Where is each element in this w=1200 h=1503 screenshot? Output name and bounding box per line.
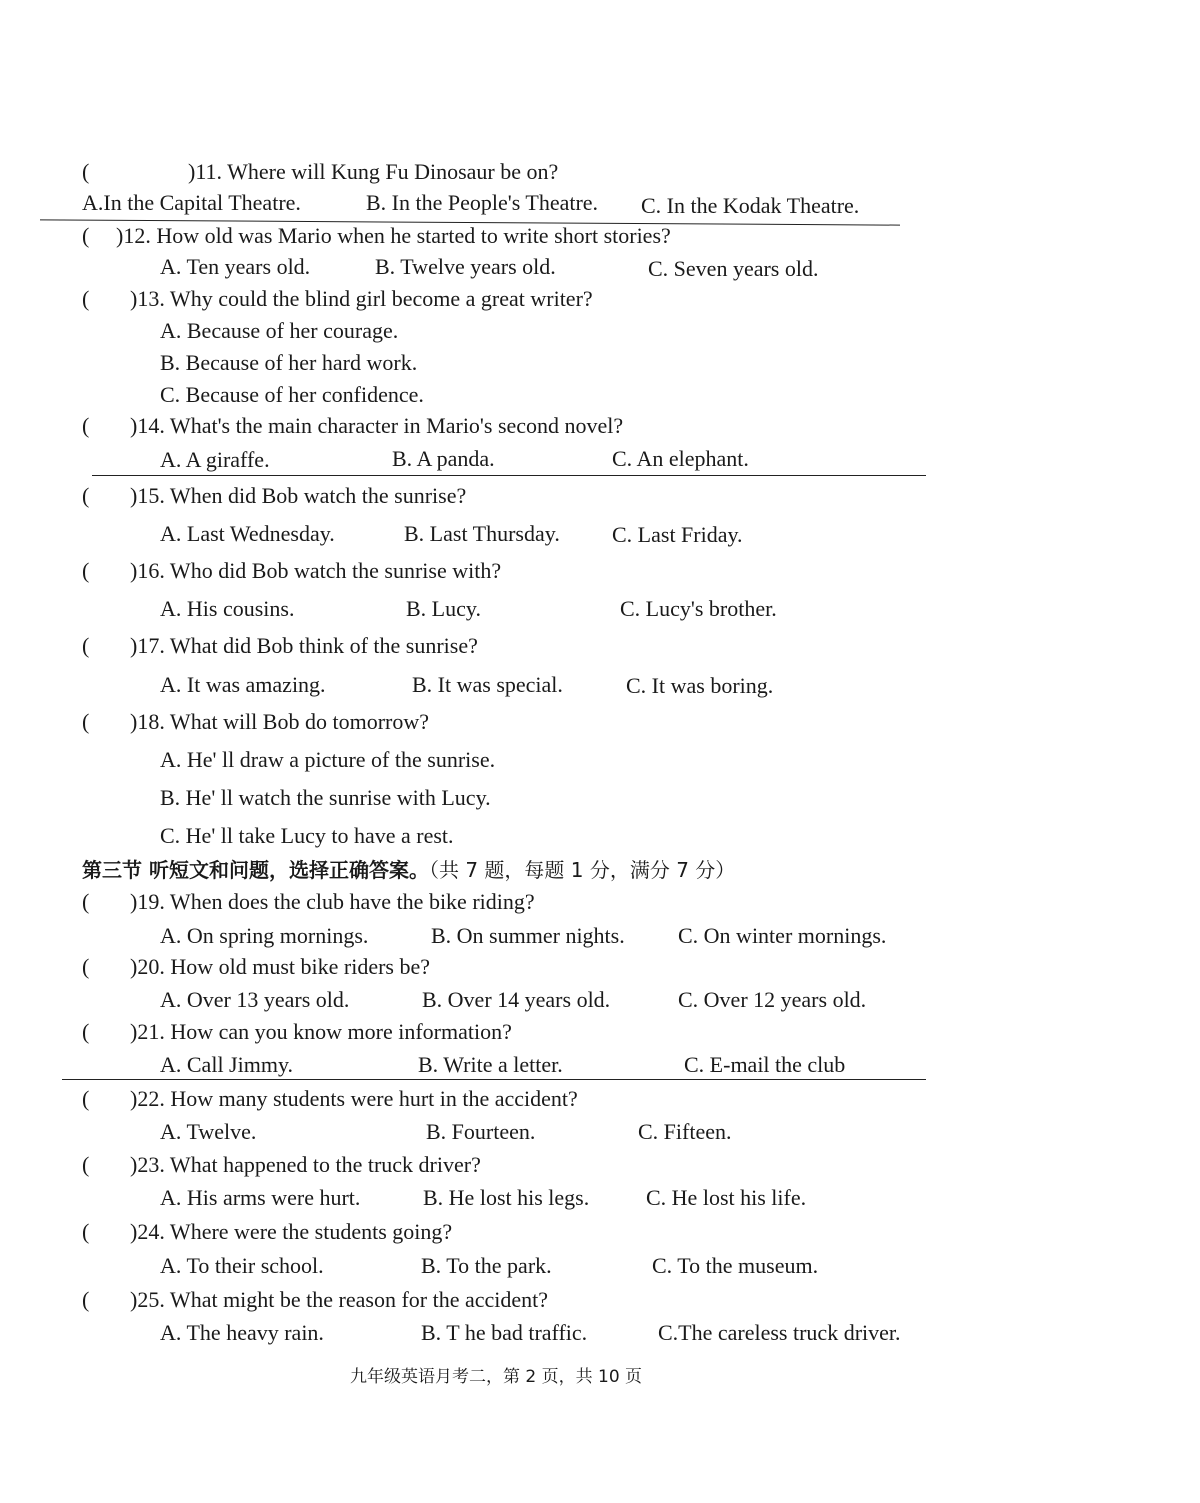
option-c: C. On winter mornings. [678, 923, 887, 948]
option-c: C. An elephant. [612, 446, 749, 471]
option-c: C. Lucy's brother. [620, 596, 777, 621]
option-b: B. Write a letter. [418, 1052, 563, 1077]
question-19 [82, 888, 535, 916]
divider [62, 1079, 926, 1080]
option-a: A. Over 13 years old. [160, 987, 350, 1012]
question-13 [82, 285, 593, 313]
answer-blank[interactable]: ( [82, 159, 90, 184]
option-a: A.In the Capital Theatre. [82, 190, 301, 215]
answer-blank[interactable]: ( [82, 223, 90, 248]
option-a: A. Twelve. [160, 1119, 257, 1144]
option-a: A. A giraffe. [160, 447, 270, 472]
question-text: )23. What happened to the truck driver? [130, 1152, 481, 1177]
option-b: B. To the park. [421, 1253, 552, 1278]
question-text: )13. Why could the blind girl become a great writer? [130, 286, 593, 311]
option-a: A. Ten years old. [160, 254, 311, 279]
option-b: B. He lost his legs. [423, 1185, 590, 1210]
answer-blank[interactable]: ( [82, 286, 90, 311]
option-a: A. His arms were hurt. [160, 1185, 361, 1210]
question-12 [82, 222, 671, 250]
option-c: C. In the Kodak Theatre. [641, 193, 860, 218]
option-b: B. On summer nights. [431, 923, 625, 948]
answer-blank[interactable]: ( [82, 483, 90, 508]
question-22 [82, 1085, 578, 1113]
question-20 [82, 953, 430, 981]
question-text: )16. Who did Bob watch the sunrise with? [130, 558, 502, 583]
question-text: )19. When does the club have the bike riding? [130, 889, 535, 914]
option-c: C. Fifteen. [638, 1119, 732, 1144]
question-text: )25. What might be the reason for the accident? [130, 1287, 549, 1312]
answer-blank[interactable]: ( [82, 889, 90, 914]
question-text: )24. Where were the students going? [130, 1219, 453, 1244]
question-21 [82, 1018, 512, 1046]
option-a: A. Because of her courage. [160, 318, 399, 343]
section-title: 第三节 听短文和问题，选择正确答案。 [82, 858, 429, 882]
option-a: A. The heavy rain. [160, 1320, 324, 1345]
question-text: )21. How can you know more information? [130, 1019, 512, 1044]
question-25 [82, 1286, 548, 1314]
option-b: B. In the People's Theatre. [366, 190, 599, 215]
answer-blank[interactable]: ( [82, 1019, 90, 1044]
option-c: C. It was boring. [626, 673, 774, 698]
option-b: B. A panda. [392, 446, 495, 471]
answer-blank[interactable]: ( [82, 1287, 90, 1312]
question-23 [82, 1151, 481, 1179]
option-a: A. To their school. [160, 1253, 324, 1278]
question-text: )20. How old must bike riders be? [130, 954, 430, 979]
answer-blank[interactable]: ( [82, 413, 90, 438]
question-11 [82, 158, 558, 186]
question-text: )15. When did Bob watch the sunrise? [130, 483, 467, 508]
answer-blank[interactable]: ( [82, 1219, 90, 1244]
answer-blank[interactable]: ( [82, 1152, 90, 1177]
option-b: B. It was special. [412, 672, 563, 697]
option-c: C. E-mail the club [684, 1052, 846, 1077]
option-c: C. Because of her confidence. [160, 382, 424, 407]
option-b: B. Over 14 years old. [422, 987, 611, 1012]
option-c: C. Last Friday. [612, 522, 743, 547]
answer-blank[interactable]: ( [82, 709, 90, 734]
answer-blank[interactable]: ( [82, 558, 90, 583]
question-text: )18. What will Bob do tomorrow? [130, 709, 429, 734]
option-b: B. T he bad traffic. [421, 1320, 588, 1345]
option-a: A. It was amazing. [160, 672, 326, 697]
option-c: C. He lost his life. [646, 1185, 807, 1210]
question-text: )22. How many students were hurt in the accident? [130, 1086, 578, 1111]
page-footer: 九年级英语月考二，第 2 页，共 10 页 [350, 1367, 643, 1387]
option-b: B. He' ll watch the sunrise with Lucy. [160, 785, 491, 810]
option-c: C.The careless truck driver. [658, 1320, 901, 1345]
option-c: C. He' ll take Lucy to have a rest. [160, 823, 454, 848]
divider [92, 475, 926, 476]
option-a: A. His cousins. [160, 596, 295, 621]
section-heading [82, 856, 735, 884]
option-b: B. Lucy. [406, 596, 481, 621]
option-b: B. Twelve years old. [375, 254, 556, 279]
option-c: C. Seven years old. [648, 256, 819, 281]
question-24 [82, 1218, 452, 1246]
option-b: B. Fourteen. [426, 1119, 536, 1144]
option-c: C. Over 12 years old. [678, 987, 867, 1012]
question-text: )12. How old was Mario when he started to write short stories? [116, 223, 671, 248]
answer-blank[interactable]: ( [82, 633, 90, 658]
question-17 [82, 632, 478, 660]
answer-blank[interactable]: ( [82, 954, 90, 979]
section-scoring-note: （共 7 题，每题 1 分，满分 7 分） [428, 858, 736, 882]
answer-blank[interactable]: ( [82, 1086, 90, 1111]
question-text: )14. What's the main character in Mario's second novel? [130, 413, 624, 438]
option-a: A. On spring mornings. [160, 923, 369, 948]
question-18 [82, 708, 429, 736]
question-text: )11. Where will Kung Fu Dinosaur be on? [188, 159, 559, 184]
option-b: B. Last Thursday. [404, 521, 560, 546]
question-16 [82, 557, 501, 585]
option-b: B. Because of her hard work. [160, 350, 418, 375]
option-a: A. Last Wednesday. [160, 521, 335, 546]
question-14 [82, 412, 623, 440]
option-a: A. He' ll draw a picture of the sunrise. [160, 747, 496, 772]
question-15 [82, 482, 466, 510]
question-text: )17. What did Bob think of the sunrise? [130, 633, 478, 658]
option-c: C. To the museum. [652, 1253, 819, 1278]
option-a: A. Call Jimmy. [160, 1052, 294, 1077]
